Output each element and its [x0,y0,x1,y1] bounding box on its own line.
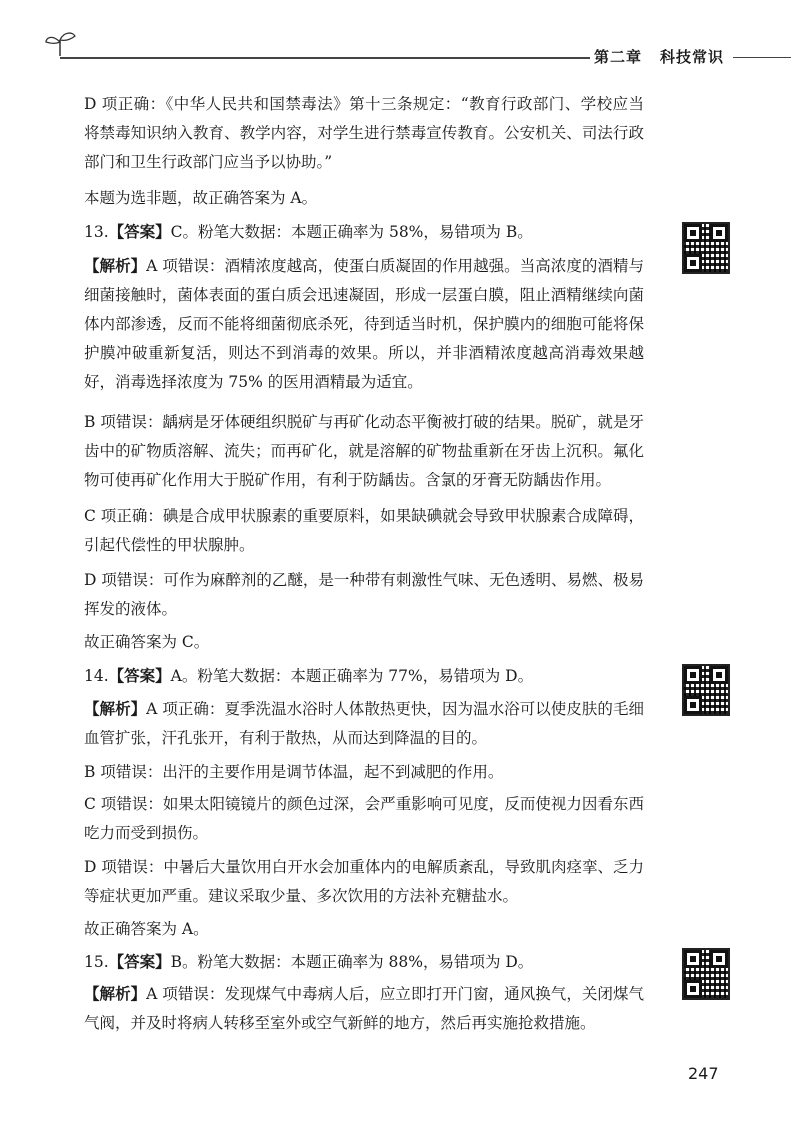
question-number: 13. [84,223,109,241]
analysis-tag: 【解析】 [84,985,147,1003]
paragraph-text: B 项错误：龋病是牙体硬组织脱矿与再矿化动态平衡被打破的结果。脱矿，就是牙齿中的矿物质溶解、流失；而再矿化，就是溶解的矿物盐重新在牙齿上沉积。氟化物可使再矿化作用大于脱矿作用，有利于防龋齿。含氯的牙膏无防龋齿作用。 [84,413,644,489]
paragraph-text: A 项错误：发现煤气中毒病人后，应立即打开门窗，通风换气，关闭煤气气阀，并及时将病人转移至室外或空气新鲜的地方，然后再实施抢救措施。 [84,985,644,1032]
answer-text: C。粉笔大数据：本题正确率为 58%，易错项为 B。 [170,223,533,241]
answer-tag: 【答案】 [108,667,171,685]
paragraph [84,915,644,944]
paragraph-text: D 项错误：可作为麻醉剂的乙醚，是一种带有刺激性气味、无色透明、易燃、极易挥发的液体。 [84,571,644,618]
answer-tag: 【答案】 [108,223,171,241]
question-number: 14. [84,667,109,685]
analysis-paragraph [84,695,644,753]
paragraph-text: 故正确答案为 A。 [84,920,209,938]
chapter-number: 第二章 [594,48,643,66]
qr-code-icon[interactable] [682,948,730,1000]
answer-line [84,948,644,977]
answer-line [84,218,644,247]
paragraph-text: 本题为选非题，故正确答案为 A。 [84,189,318,207]
paragraph-text: C 项正确：碘是合成甲状腺素的重要原料，如果缺碘就会导致甲状腺素合成障碍，引起代偿性的甲状腺肿。 [84,507,644,554]
paragraph-text: D 项正确：《中华人民共和国禁毒法》第十三条规定：“教育行政部门、学校应当将禁毒知识纳入教育、教学内容，对学生进行禁毒宣传教育。公安机关、司法行政部门和卫生行政部门应当予以协助。” [84,95,644,171]
paragraph [84,408,644,495]
paragraph [84,184,644,213]
analysis-tag: 【解析】 [84,700,147,718]
paragraph-text: A 项正确：夏季洗温水浴时人体散热更快，因为温水浴可以使皮肤的毛细血管扩张，汗孔张开，有利于散热，从而达到降温的目的。 [84,700,644,747]
chapter-title: 科技常识 [660,48,725,66]
qr-code-icon[interactable] [682,222,730,274]
question-number: 15. [84,953,109,971]
page-number: 247 [688,1064,719,1083]
analysis-paragraph [84,980,644,1038]
paragraph [84,502,644,560]
paragraph-text: 故正确答案为 C。 [84,633,210,651]
analysis-tag: 【解析】 [84,257,147,275]
paragraph-text: A 项错误：酒精浓度越高，使蛋白质凝固的作用越强。当高浓度的酒精与细菌接触时，菌体表面的蛋白质会迅速凝固，形成一层蛋白膜，阻止酒精继续向菌体内部渗透，反而不能将细菌彻底杀死，待到适当时机，保护膜内的细胞可能将保护膜冲破重新复活，则达不到消毒的效果。所以，并非酒精浓度越高消毒效果越好，消毒选择浓度为 75% 的医用酒精最为适宜。 [84,257,644,391]
answer-text: B。粉笔大数据：本题正确率为 88%，易错项为 D。 [170,953,534,971]
qr-code-icon[interactable] [682,664,730,716]
paragraph-text: B 项错误：出汗的主要作用是调节体温，起不到减肥的作用。 [84,763,504,781]
paragraph [84,90,644,177]
answer-tag: 【答案】 [108,953,171,971]
paragraph [84,790,644,848]
paragraph-text: D 项错误：中暑后大量饮用白开水会加重体内的电解质紊乱，导致肌肉痉挛、乏力等症状更加严重。建议采取少量、多次饮用的方法补充糖盐水。 [84,858,644,905]
paragraph [84,758,644,787]
paragraph [84,853,644,911]
paragraph-text: C 项错误：如果太阳镜镜片的颜色过深，会严重影响可见度，反而使视力因看东西吃力而受到损伤。 [84,795,644,842]
answer-text: A。粉笔大数据：本题正确率为 77%，易错项为 D。 [170,667,534,685]
answer-line [84,662,644,691]
analysis-paragraph [84,252,644,397]
paragraph [84,566,644,624]
paragraph [84,628,644,657]
